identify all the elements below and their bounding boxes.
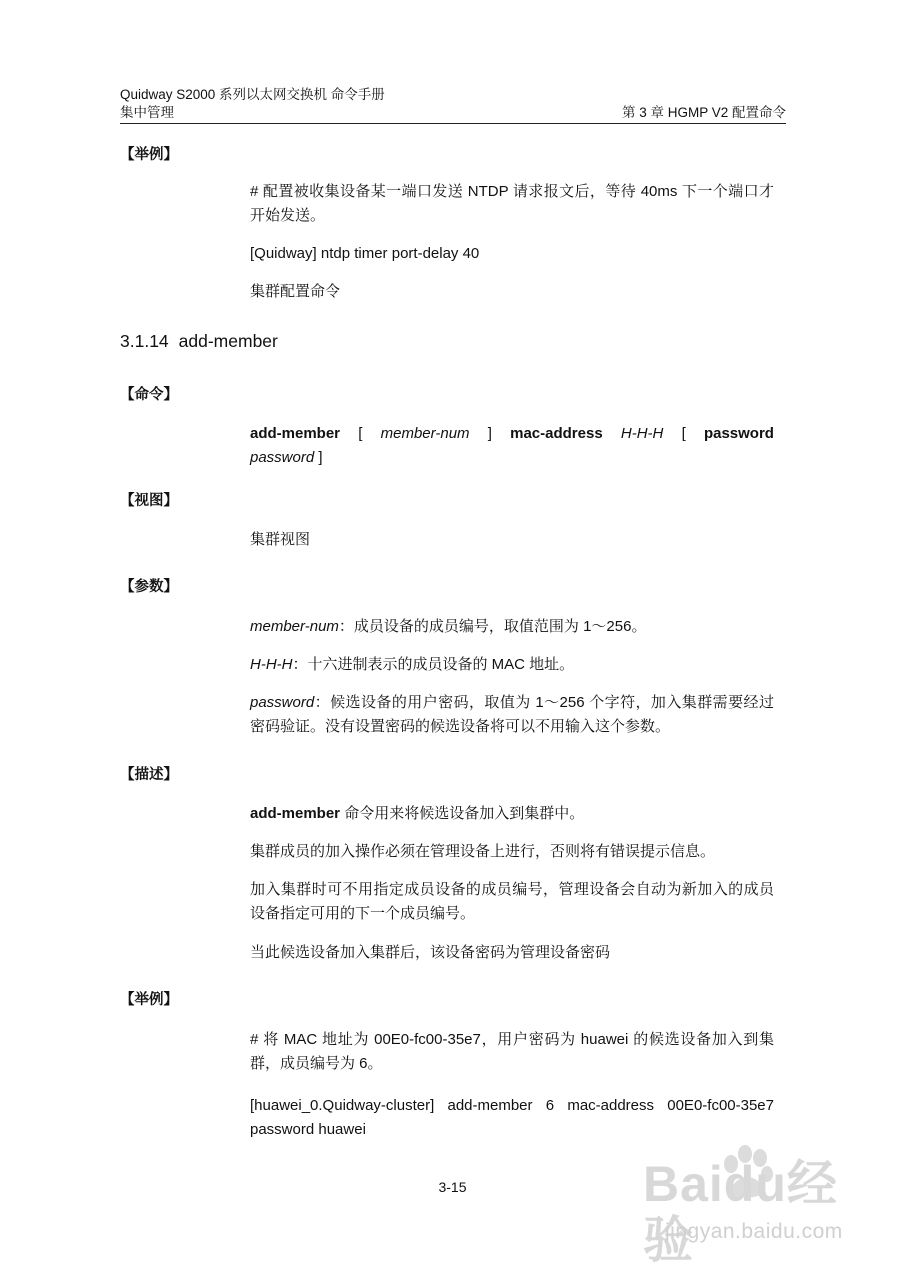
param-mac [250, 653, 774, 677]
command-syntax-line1 [250, 422, 774, 446]
view-label: 【视图】 [120, 493, 178, 509]
desc-text: 命令用来将候选设备加入到集群中。 [340, 805, 585, 822]
header-row [120, 105, 786, 121]
prev-example-label: 【举例】 [120, 147, 178, 163]
cmd-keyword: add-member [250, 425, 341, 442]
page-number: 3-15 [438, 1179, 467, 1195]
section-title: add-member [178, 331, 278, 351]
param-desc: ：十六进制表示的成员设备的 MAC 地址。 [292, 656, 575, 673]
watermark-logo: Baidu经验 [643, 1156, 838, 1268]
param-member-num [250, 615, 774, 639]
param-name: member-num [250, 618, 339, 635]
cmd-keyword-mac: mac-address [510, 425, 603, 442]
cmd-bracket-close-2: ] [314, 449, 323, 466]
cmd-arg-mac: H-H-H [620, 425, 664, 442]
header-manual-title: Quidway S2000 系列以太网交换机 命令手册 [120, 87, 385, 102]
description-line-3: 加入集群时可不用指定成员设备的成员编号，管理设备会自动为新加入的成员设备指定可用的下一个成员编号。 [250, 881, 774, 922]
cmd-bracket-close: ] [487, 425, 492, 442]
header-section: 集中管理 [120, 105, 174, 120]
cmd-bracket-open-2: [ [681, 425, 686, 442]
param-password [250, 691, 774, 739]
description-label: 【描述】 [120, 767, 178, 783]
cmd-arg-password: password [250, 449, 315, 466]
example-label: 【举例】 [120, 992, 178, 1008]
param-desc: ：成员设备的成员编号，取值范围为 1～256。 [338, 618, 647, 635]
command-syntax-line2 [250, 446, 774, 470]
desc-cmd: add-member [250, 805, 341, 822]
param-name: password [250, 694, 315, 711]
prev-example-note: 集群配置命令 [250, 283, 341, 300]
description-line-1 [250, 802, 774, 826]
watermark-url: jingyan.baidu.com [665, 1220, 843, 1243]
command-syntax [250, 422, 774, 470]
header-rule [120, 123, 786, 124]
section-heading [120, 330, 278, 352]
section-number: 3.1.14 [120, 331, 169, 351]
param-name: H-H-H [250, 656, 293, 673]
example-command: [huawei_0.Quidway-cluster] add-member 6 mac-address 00E0-fc00-35e7 password huawei [250, 1097, 774, 1138]
description-line-2: 集群成员的加入操作必须在管理设备上进行，否则将有错误提示信息。 [250, 843, 716, 860]
prev-example-comment: # 配置被收集设备某一端口发送 NTDP 请求报文后，等待 40ms 下一个端口才开始发送。 [250, 183, 774, 224]
view-text: 集群视图 [250, 531, 311, 548]
prev-example-command: [Quidway] ntdp timer port-delay 40 [250, 245, 480, 262]
command-label: 【命令】 [120, 387, 178, 403]
params-label: 【参数】 [120, 579, 178, 595]
baidu-watermark [635, 1144, 885, 1268]
cmd-keyword-password: password [703, 425, 774, 442]
cmd-arg-member-num: member-num [380, 425, 470, 442]
description-line-4: 当此候选设备加入集群后，该设备密码为管理设备密码 [250, 944, 611, 961]
param-desc: ：候选设备的用户密码，取值为 1～256 个字符，加入集群需要经过密码验证。没有设置密码的候选设备将可以不用输入这个参数。 [250, 694, 774, 735]
header-chapter: 第 3 章 HGMP V2 配置命令 [621, 105, 786, 120]
cmd-bracket-open: [ [358, 425, 363, 442]
example-comment: # 将 MAC 地址为 00E0-fc00-35e7，用户密码为 huawei 的候选设备加入到集群，成员编号为 6。 [250, 1031, 774, 1072]
